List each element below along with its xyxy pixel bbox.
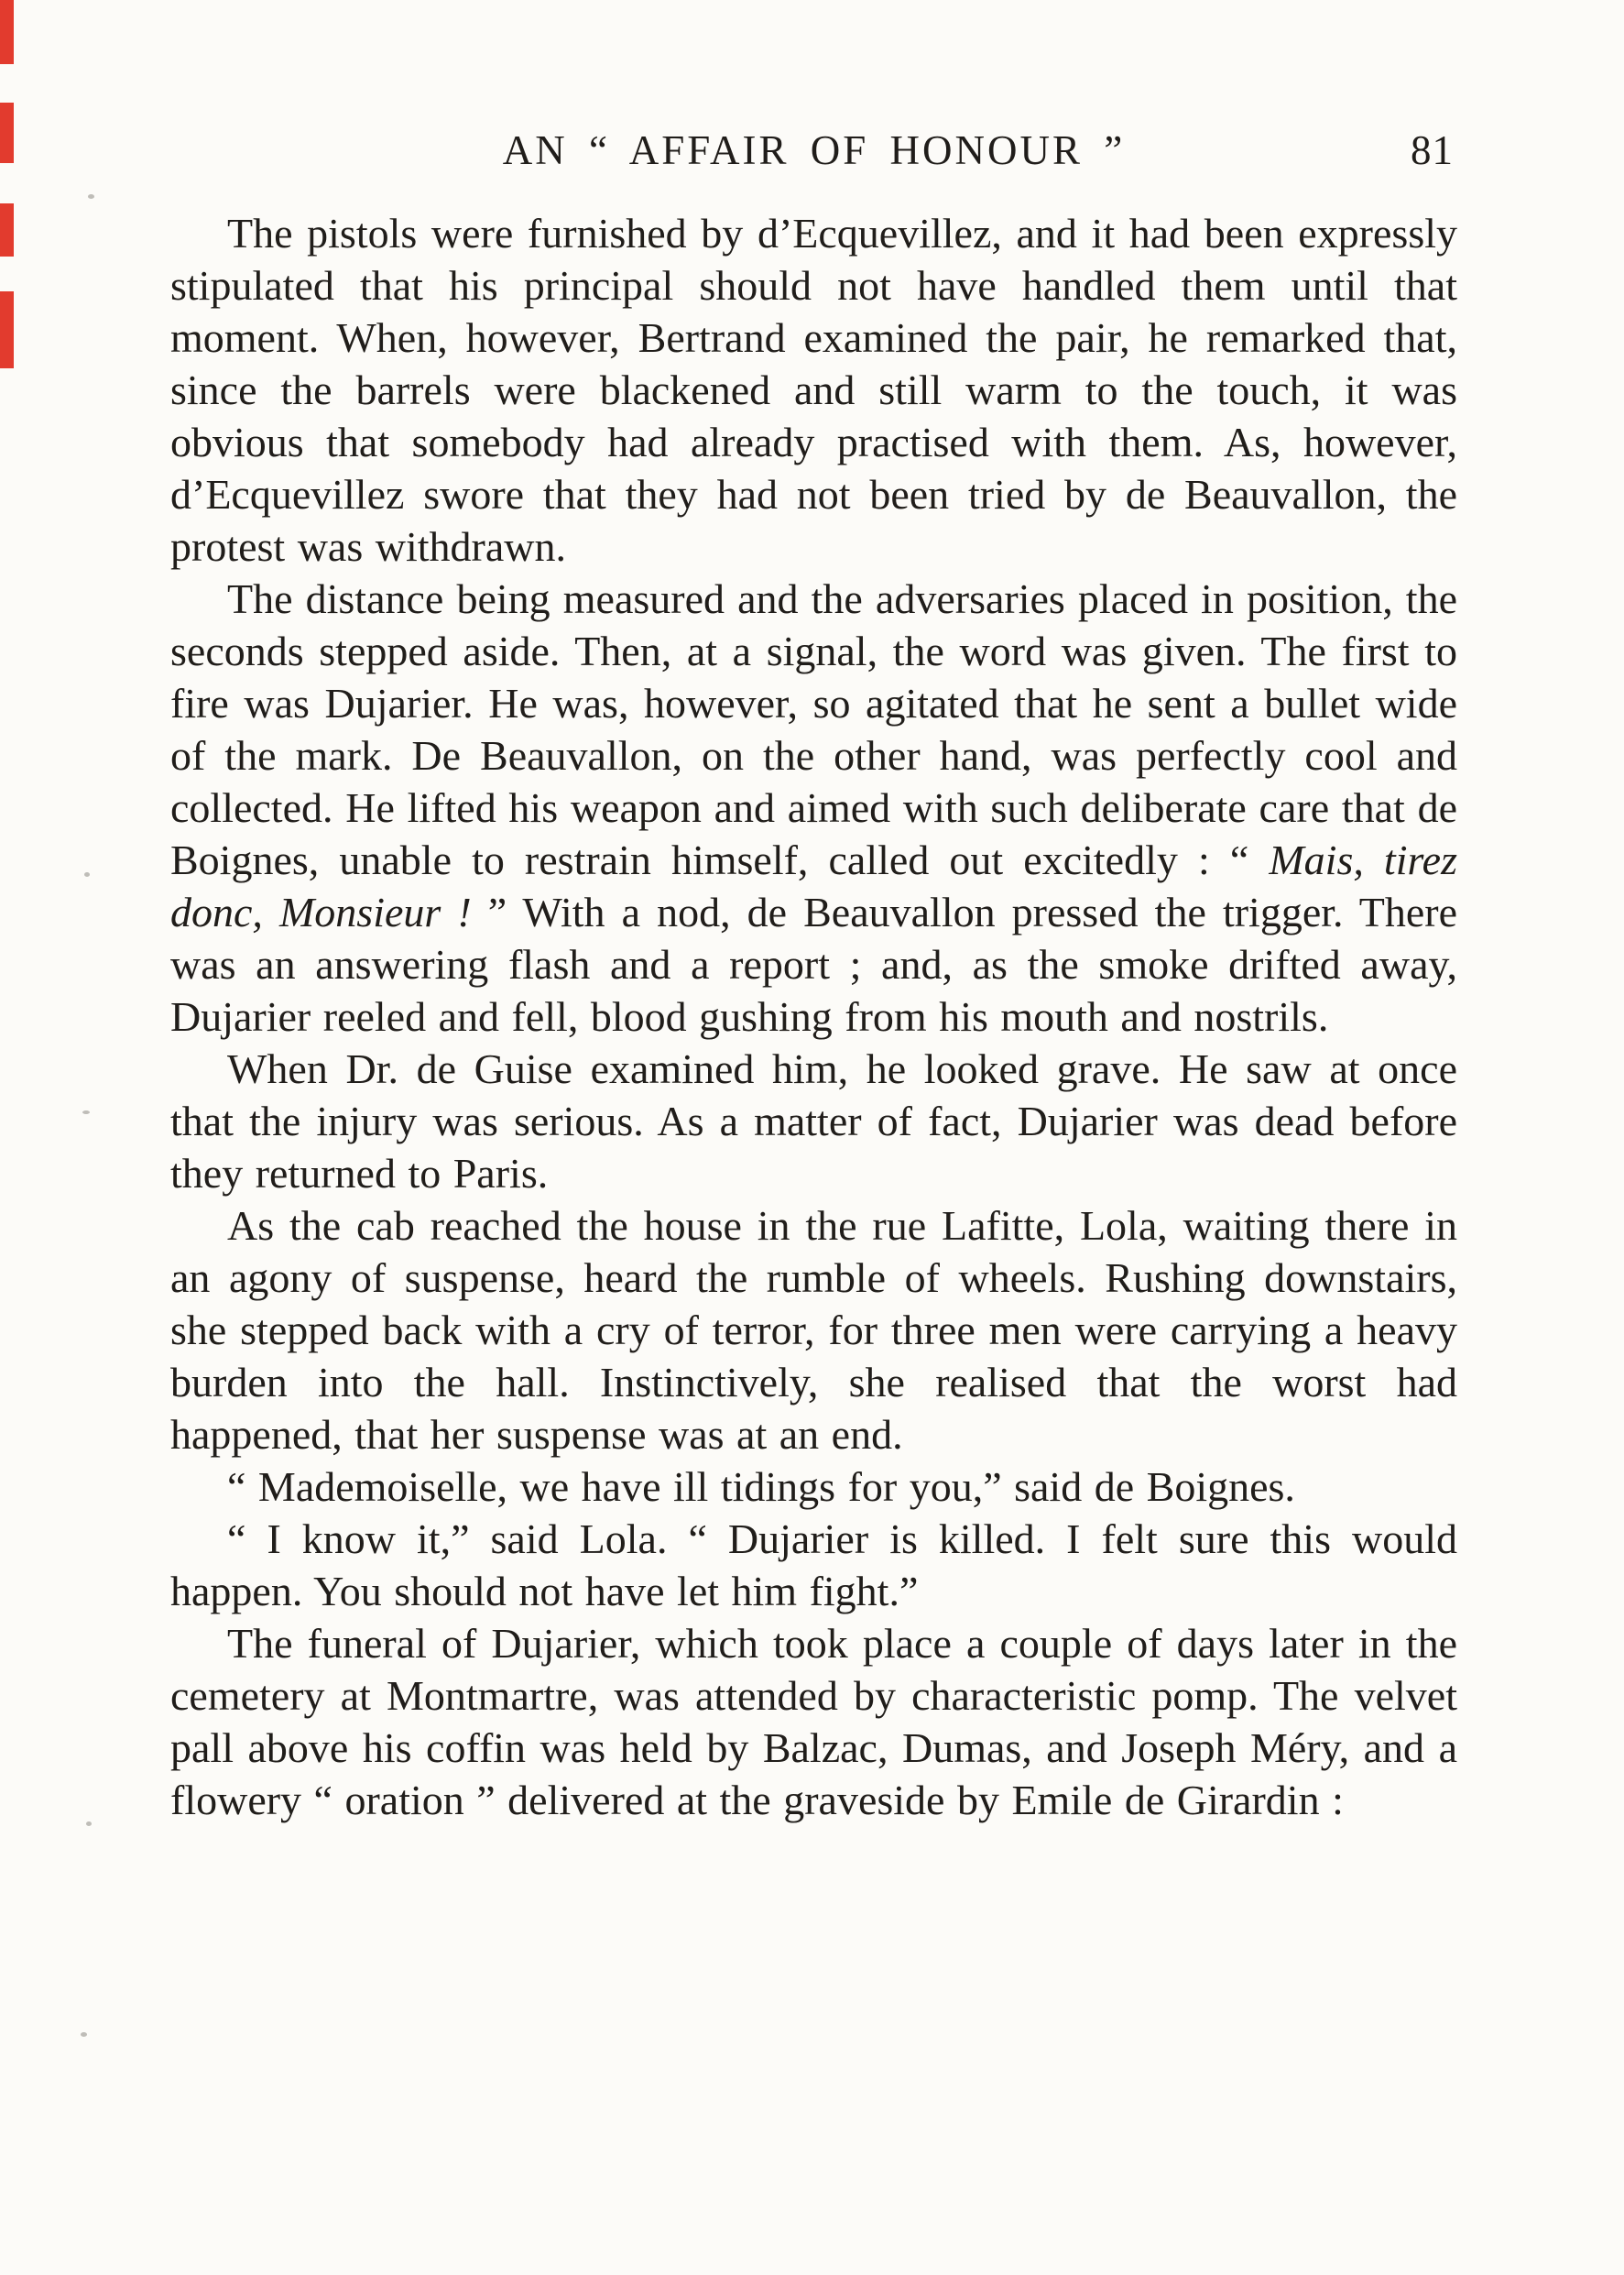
text-run: “ I know it,” said Lola. “ Dujarier is killed. I felt sure this would happen. You should not have let him fight.”	[170, 1515, 1457, 1614]
paragraph	[170, 1513, 1457, 1617]
text-run: When Dr. de Guise examined him, he looked grave. He saw at once that the injury was serious. As a matter of fact, Dujarier was dead before they returned to Paris.	[170, 1045, 1457, 1197]
running-title: AN “ AFFAIR OF HONOUR ”	[502, 127, 1126, 173]
page-header	[170, 126, 1457, 174]
text-run: ” With a nod, de Beauvallon pressed the trigger. There was an answering flash and a report ; and, as the smoke drifted away, Dujarier reeled and fell, blood gushing from his mouth and nostrils.	[170, 889, 1457, 1040]
page-number: 81	[1411, 127, 1454, 173]
text-run: The distance being measured and the adversaries placed in position, the seconds stepped aside. Then, at a signal, the word was given. The first to fire was Dujarier. He was, however, so agitated that he sent a bullet wide of the mark. De Beauvallon, on the other hand, was perfectly cool and collected. He lifted his weapon and aimed with such deliberate care that de Boignes, unable to restrain himself, called out excitedly : “	[170, 575, 1457, 883]
page-content	[170, 126, 1457, 1826]
scan-speck	[86, 1821, 92, 1826]
red-edge-mark	[0, 0, 14, 64]
text-run: The pistols were furnished by d’Ecquevillez, and it had been expressly stipulated that his principal should not have handled them until that moment. When, however, Bertrand examined the pair, he remarked that, since the barrels were blackened and still warm to the touch, it was obvious that somebody had already practised with them. As, however, d’Ecquevillez swore that they had not been tried by de Beauvallon, the protest was withdrawn.	[170, 210, 1457, 570]
scan-speck	[82, 1110, 90, 1114]
red-edge-mark	[0, 203, 14, 257]
scan-speck	[81, 2032, 87, 2037]
paragraph	[170, 207, 1457, 573]
paragraph	[170, 573, 1457, 1043]
scan-speck	[84, 872, 90, 877]
red-edge-mark	[0, 291, 14, 368]
scan-speck	[88, 194, 94, 199]
text-run: The funeral of Dujarier, which took place a couple of days later in the cemetery at Montmartre, was attended by characteristic pomp. The velvet pall above his coffin was held by Balzac, Dumas, and Joseph Méry, and a flowery “ oration ” delivered at the graveside by Emile de Girardin :	[170, 1620, 1457, 1823]
paragraph	[170, 1043, 1457, 1199]
text-run: As the cab reached the house in the rue Lafitte, Lola, waiting there in an agony of suspense, heard the rumble of wheels. Rushing downstairs, she stepped back with a cry of terror, for three men were carrying a heavy burden into the hall. Instinctively, she realised that the worst had happened, that her suspense was at an end.	[170, 1202, 1457, 1458]
italic-text-run: Mais, tirez donc, Monsieur !	[170, 837, 1458, 935]
paragraph	[170, 1460, 1457, 1513]
paragraph	[170, 1617, 1457, 1826]
paragraph	[170, 1199, 1457, 1460]
page-body	[170, 207, 1457, 1826]
red-edge-mark	[0, 103, 14, 163]
text-run: “ Mademoiselle, we have ill tidings for you,” said de Boignes.	[227, 1463, 1295, 1510]
